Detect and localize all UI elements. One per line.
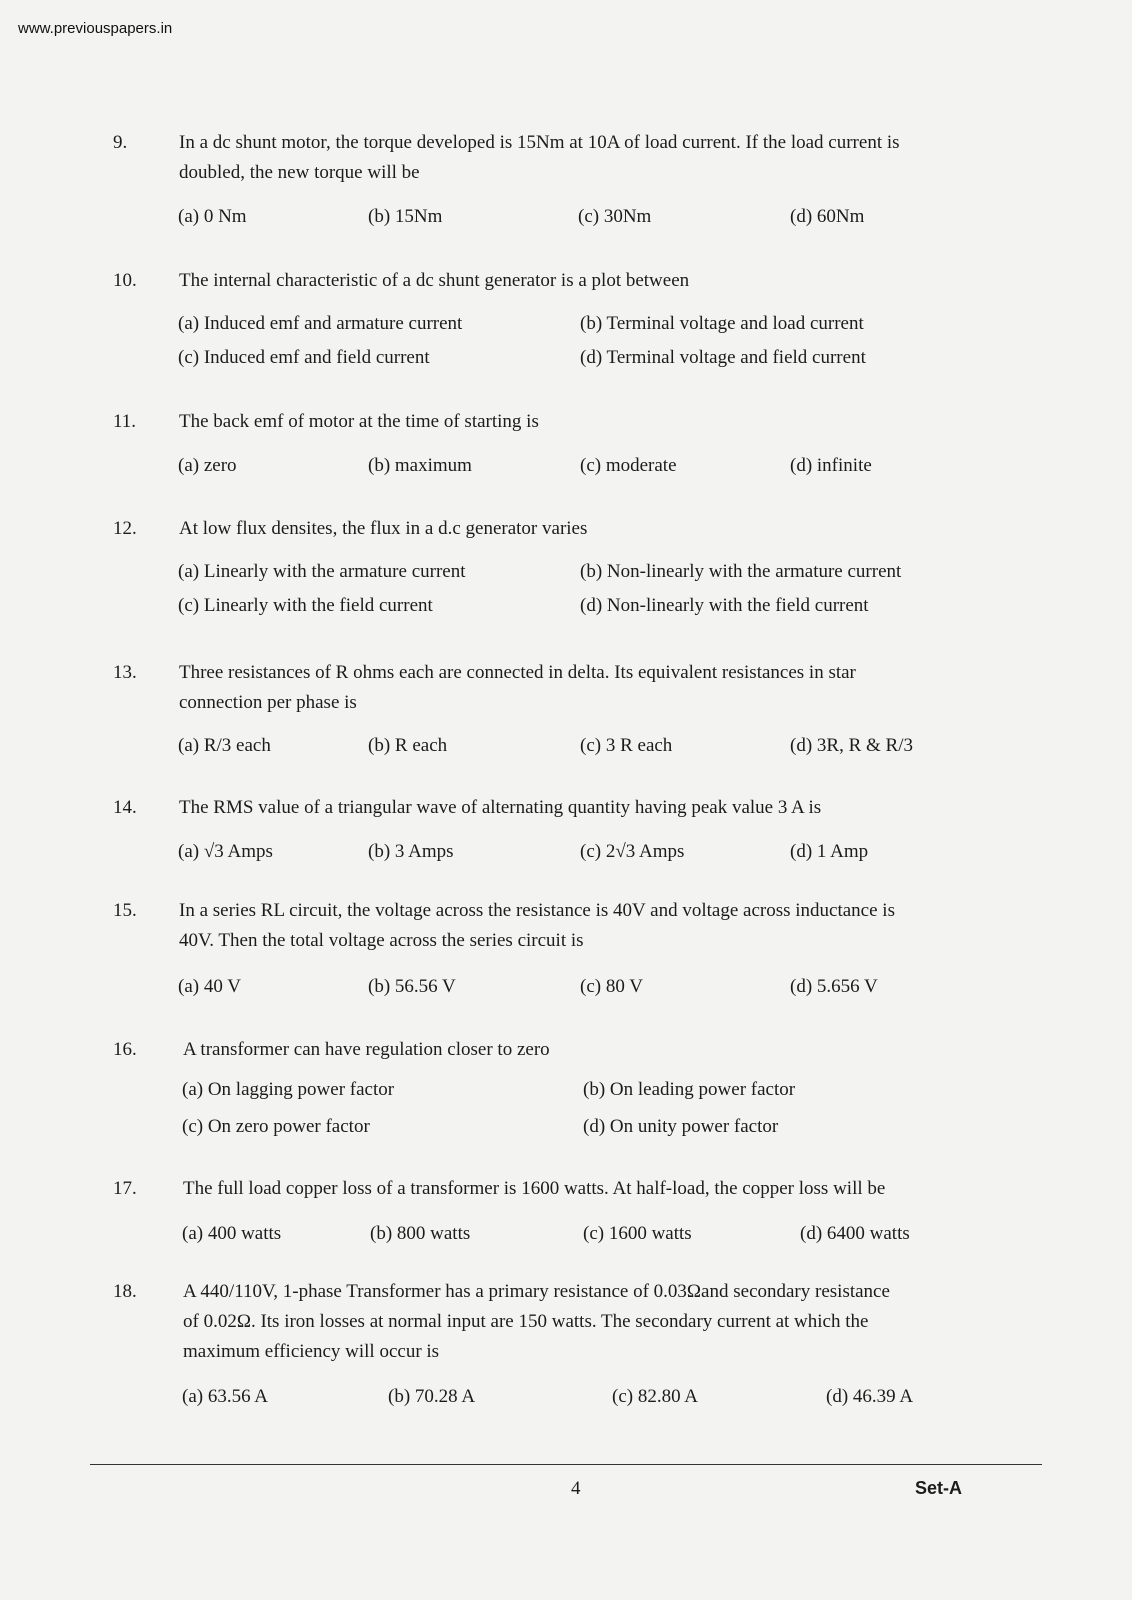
- question-text: A transformer can have regulation closer to zero: [183, 1039, 550, 1060]
- question-number: 9.: [113, 132, 128, 153]
- answer-option: (c) 1600 watts: [583, 1223, 692, 1244]
- answer-option: (a) 0 Nm: [178, 206, 247, 227]
- set-label: Set-A: [915, 1478, 963, 1498]
- answer-option: (c) 82.80 A: [612, 1386, 699, 1407]
- question-number: 14.: [113, 797, 137, 818]
- question-text: The RMS value of a triangular wave of alternating quantity having peak value 3 A is: [179, 797, 822, 818]
- question-text: At low flux densites, the flux in a d.c generator varies: [179, 518, 588, 539]
- answer-option: (c) On zero power factor: [182, 1116, 370, 1137]
- answer-option: (b) maximum: [368, 455, 472, 476]
- question-number: 12.: [113, 518, 137, 539]
- question-number: 16.: [113, 1039, 137, 1060]
- answer-option: (a) 40 V: [178, 976, 241, 997]
- question-text: In a series RL circuit, the voltage across the resistance is 40V and voltage across inductance is: [179, 900, 895, 921]
- question-text: Three resistances of R ohms each are connected in delta. Its equivalent resistances in star: [179, 662, 856, 683]
- answer-option: (b) 70.28 A: [388, 1386, 476, 1407]
- answer-option: (b) Terminal voltage and load current: [580, 313, 864, 334]
- question-text: The back emf of motor at the time of starting is: [179, 411, 539, 432]
- answer-option: (c) 80 V: [580, 976, 643, 997]
- question-number: 13.: [113, 662, 137, 683]
- answer-option: (a) √3 Amps: [178, 841, 273, 862]
- question-text: A 440/110V, 1-phase Transformer has a primary resistance of 0.03Ωand secondary resistance: [183, 1281, 890, 1302]
- answer-option: (d) 5.656 V: [790, 976, 878, 997]
- answer-option: (a) Linearly with the armature current: [178, 561, 466, 582]
- question-number: 11.: [113, 411, 137, 432]
- footer-divider: [90, 1464, 1042, 1465]
- answer-option: (d) 3R, R & R/3: [790, 735, 913, 756]
- answer-option: (b) 3 Amps: [368, 841, 454, 862]
- answer-option: (b) R each: [368, 735, 448, 756]
- answer-option: (c) 2√3 Amps: [580, 841, 685, 862]
- answer-option: (a) R/3 each: [178, 735, 271, 756]
- answer-option: (a) 400 watts: [182, 1223, 282, 1244]
- answer-option: (c) Linearly with the field current: [178, 595, 433, 616]
- answer-option: (b) 15Nm: [368, 206, 443, 227]
- answer-option: (d) On unity power factor: [583, 1116, 779, 1137]
- answer-option: (b) Non-linearly with the armature current: [580, 561, 902, 582]
- answer-option: (d) 6400 watts: [800, 1223, 910, 1244]
- answer-option: (a) zero: [178, 455, 237, 476]
- question-text: 40V. Then the total voltage across the series circuit is: [179, 930, 584, 951]
- answer-option: (c) moderate: [580, 455, 677, 476]
- question-number: 10.: [113, 270, 137, 291]
- question-number: 18.: [113, 1281, 137, 1302]
- answer-option: (b) 56.56 V: [368, 976, 456, 997]
- question-text: maximum efficiency will occur is: [183, 1341, 440, 1362]
- answer-option: (d) 1 Amp: [790, 841, 869, 862]
- answer-option: (c) 3 R each: [580, 735, 673, 756]
- answer-option: (a) 63.56 A: [182, 1386, 269, 1407]
- answer-option: (b) 800 watts: [370, 1223, 471, 1244]
- question-text: In a dc shunt motor, the torque developed is 15Nm at 10A of load current. If the load current is: [179, 132, 900, 153]
- answer-option: (d) 46.39 A: [826, 1386, 914, 1407]
- answer-option: (d) Terminal voltage and field current: [580, 347, 866, 368]
- question-number: 15.: [113, 900, 137, 921]
- answer-option: (d) Non-linearly with the field current: [580, 595, 869, 616]
- question-number: 17.: [113, 1178, 137, 1199]
- answer-option: (d) infinite: [790, 455, 872, 476]
- answer-option: (c) Induced emf and field current: [178, 347, 430, 368]
- answer-option: (a) On lagging power factor: [182, 1079, 395, 1100]
- question-text: doubled, the new torque will be: [179, 162, 420, 183]
- question-text: The full load copper loss of a transformer is 1600 watts. At half-load, the copper loss will be: [183, 1178, 886, 1199]
- watermark-url: www.previouspapers.in: [18, 20, 173, 37]
- page-number: 4: [571, 1478, 581, 1499]
- answer-option: (d) 60Nm: [790, 206, 865, 227]
- answer-option: (a) Induced emf and armature current: [178, 313, 463, 334]
- question-text: The internal characteristic of a dc shunt generator is a plot between: [179, 270, 690, 291]
- answer-option: (b) On leading power factor: [583, 1079, 796, 1100]
- question-text: connection per phase is: [179, 692, 357, 713]
- answer-option: (c) 30Nm: [578, 206, 652, 227]
- question-text: of 0.02Ω. Its iron losses at normal input are 150 watts. The secondary current at which the: [183, 1311, 869, 1332]
